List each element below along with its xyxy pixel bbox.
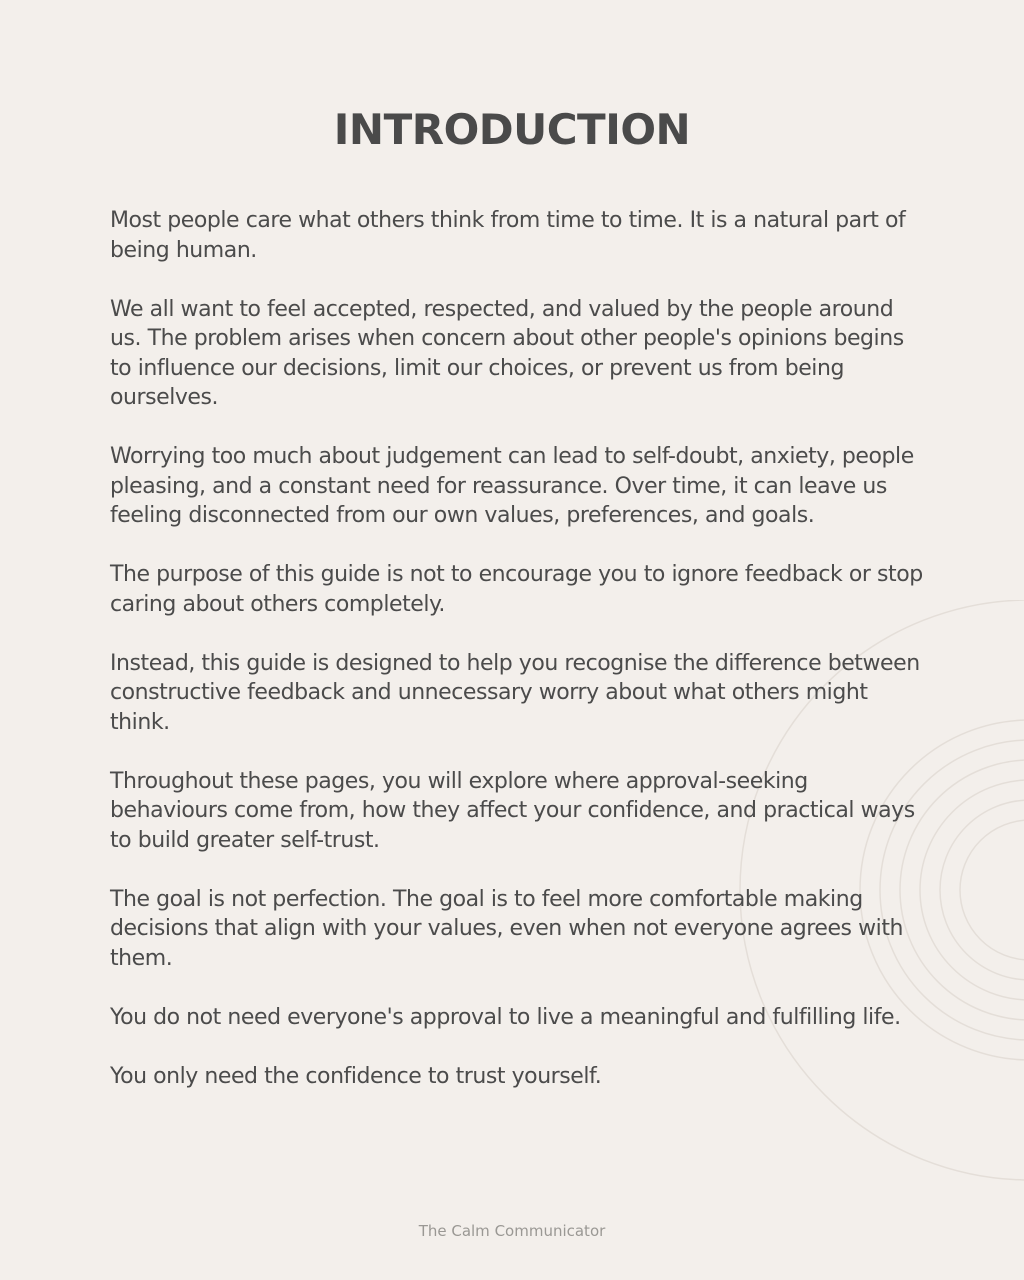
paragraph-9: You only need the confidence to trust yourself. — [110, 1063, 602, 1089]
paragraph-5: Instead, this guide is designed to help you recognise the difference between constructive feedback and unnecessary worry about what others might think. — [110, 650, 920, 735]
page-title: INTRODUCTION — [333, 105, 691, 154]
paragraph-6: Throughout these pages, you will explore where approval-seeking behaviours come from, how they affect your confidence, and practical ways to build greater self-trust. — [110, 768, 915, 853]
paragraph-1: Most people care what others think from time to time. It is a natural part of being human. — [110, 208, 906, 263]
decor-ring — [960, 820, 1024, 960]
paragraph-2: We all want to feel accepted, respected, and valued by the people around us. The problem arises when concern about other people's opinions begins to influence our decisions, limit our choices, or prevent us from being ourselves. — [110, 296, 904, 410]
decor-ring — [940, 800, 1024, 980]
paragraph-4: The purpose of this guide is not to encourage you to ignore feedback or stop caring about others completely. — [110, 562, 923, 617]
body-text — [110, 206, 930, 1121]
paragraph-8: You do not need everyone's approval to live a meaningful and fulfilling life. — [110, 1004, 901, 1030]
paragraph-7: The goal is not perfection. The goal is to feel more comfortable making decisions that align with your values, even when not everyone agrees with them. — [110, 886, 903, 971]
page-footer: The Calm Communicator — [418, 1222, 606, 1240]
paragraph-3: Worrying too much about judgement can lead to self-doubt, anxiety, people pleasing, and a constant need for reassurance. Over time, it can leave us feeling disconnected from our own values, preferences, and goals. — [110, 444, 914, 528]
decor-ring — [920, 780, 1024, 1000]
